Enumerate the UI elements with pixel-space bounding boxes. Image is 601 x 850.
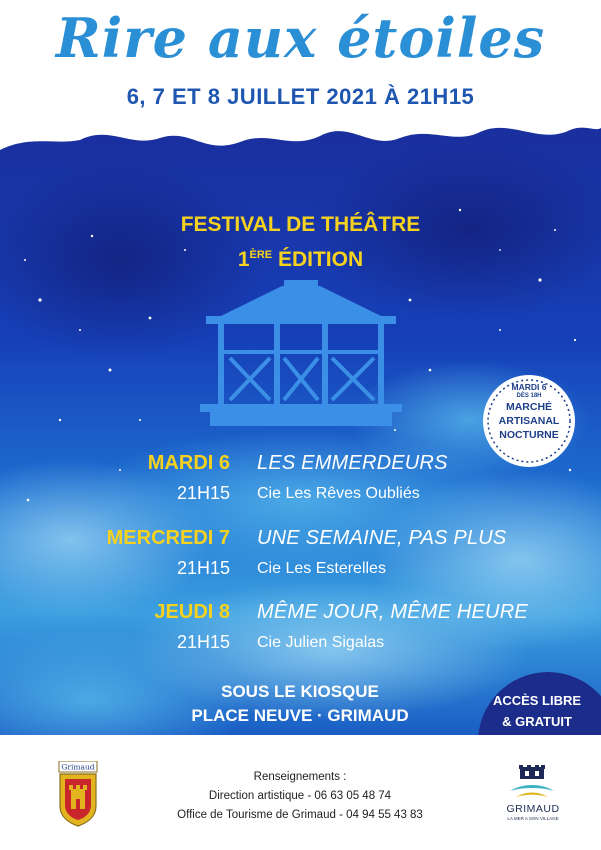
- program-company: Cie Julien Sigalas: [257, 634, 385, 651]
- contact-line-2: Office de Tourisme de Grimaud - 04 94 55 43 83: [177, 809, 423, 821]
- free-access-line-2: & GRATUIT: [502, 714, 572, 729]
- program-day: JEUDI 8: [154, 601, 230, 623]
- festival-dates: 6, 7 ET 8 JUILLET 2021 À 21H15: [126, 84, 475, 109]
- program-day: MARDI 6: [147, 452, 230, 474]
- kiosk-illustration: [196, 278, 406, 428]
- program-show-title: LES EMMERDEURS: [257, 452, 448, 474]
- edition-number: 1: [237, 248, 250, 271]
- program-time: 21H15: [176, 558, 230, 578]
- crest-label: Grimaud: [61, 762, 95, 772]
- edition-sup: ÈRE: [249, 249, 273, 261]
- free-access-line-1: ACCÈS LIBRE: [492, 693, 582, 708]
- badge-market-3: NOCTURNE: [499, 429, 559, 441]
- free-access-text: [478, 690, 596, 732]
- venue-line-1: SOUS LE KIOSQUE: [221, 682, 379, 701]
- grimaud-crest-icon: [57, 761, 99, 827]
- contact-line-1: Direction artistique - 06 63 05 48 74: [208, 790, 392, 802]
- grimaud-logo-label: GRIMAUD: [506, 803, 560, 815]
- festival-type: FESTIVAL DE THÉÂTRE: [180, 213, 421, 236]
- badge-day: MARDI 6: [511, 382, 547, 392]
- badge-market-1: MARCHÉ: [505, 401, 553, 413]
- contact-heading: Renseignements :: [253, 771, 347, 783]
- program-time: 21H15: [176, 632, 230, 652]
- badge-market-2: ARTISANAL: [498, 415, 560, 427]
- badge-time: DÈS 18H: [516, 393, 542, 399]
- edition-line: [0, 240, 601, 275]
- market-badge-text: [480, 382, 578, 441]
- edition-word: ÉDITION: [272, 248, 364, 271]
- festival-title: Rire aux étoiles: [55, 6, 546, 70]
- contact-info: [140, 768, 460, 825]
- program-show-title: UNE SEMAINE, PAS PLUS: [257, 527, 507, 549]
- program-time: 21H15: [176, 483, 230, 503]
- venue-line-2: PLACE NEUVE · GRIMAUD: [191, 706, 409, 725]
- grimaud-logo-tagline: LA MER A SON VILLAGE: [507, 816, 559, 821]
- program-company: Cie Les Rêves Oubliés: [257, 485, 420, 502]
- festival-subtitle: [0, 210, 601, 275]
- program-company: Cie Les Esterelles: [257, 560, 386, 577]
- program-day: MERCREDI 7: [106, 527, 230, 549]
- program-show-title: MÊME JOUR, MÊME HEURE: [257, 601, 528, 623]
- venue: [150, 680, 450, 728]
